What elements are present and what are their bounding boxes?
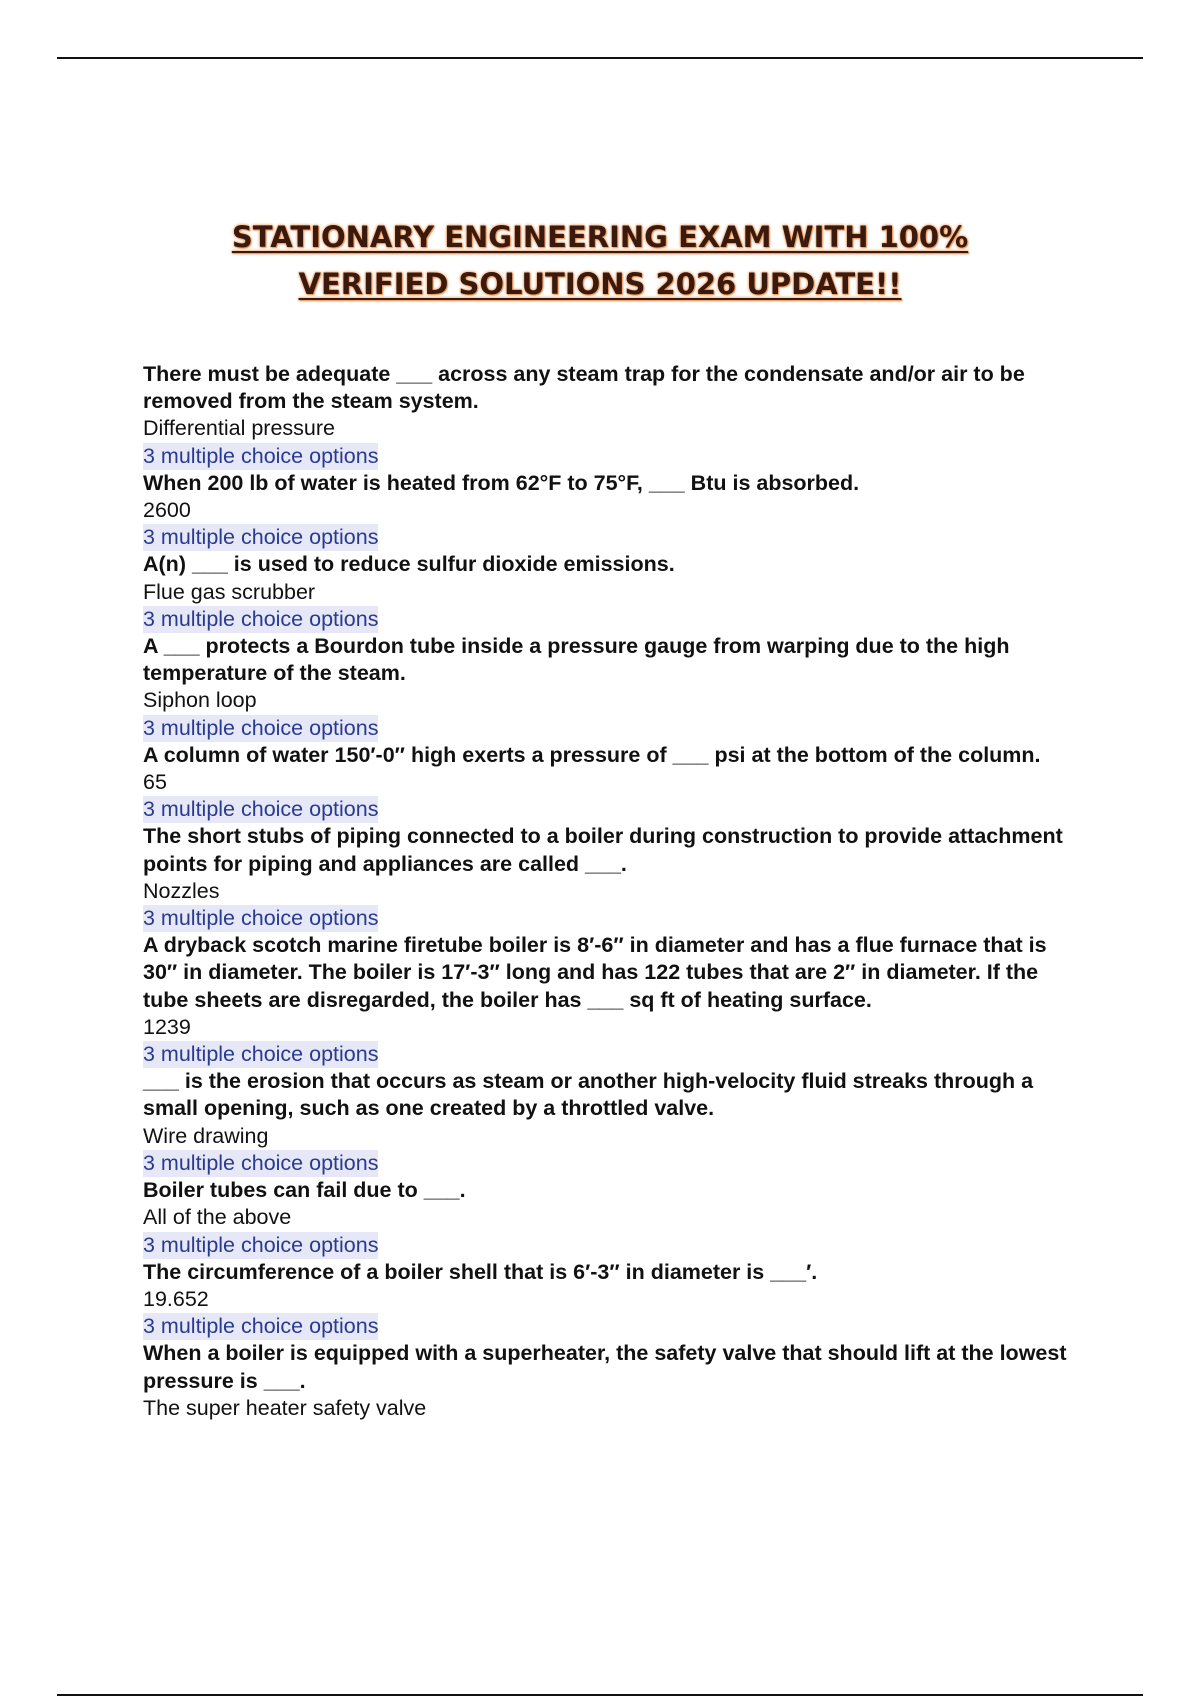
qa-item xyxy=(143,742,1073,824)
multiple-choice-options-link[interactable]: 3 multiple choice options xyxy=(143,796,378,823)
question-text: A ___ protects a Bourdon tube inside a pressure gauge from warping due to the high temperature of the steam. xyxy=(143,634,1010,686)
question-text: The circumference of a boiler shell that is 6′-3″ in diameter is ___′. xyxy=(143,1259,818,1284)
question-list xyxy=(143,361,1073,1422)
document-title xyxy=(100,214,1100,308)
question-text: A(n) ___ is used to reduce sulfur dioxide emissions. xyxy=(143,552,675,577)
answer-text: The super heater safety valve xyxy=(143,1395,427,1420)
multiple-choice-options-link[interactable]: 3 multiple choice options xyxy=(143,715,378,742)
qa-item xyxy=(143,633,1073,742)
multiple-choice-options-link[interactable]: 3 multiple choice options xyxy=(143,1232,378,1259)
answer-text: Nozzles xyxy=(143,878,220,903)
answer-text: Siphon loop xyxy=(143,688,257,713)
qa-item xyxy=(143,470,1073,552)
answer-text: 65 xyxy=(143,770,167,795)
qa-item xyxy=(143,823,1073,932)
multiple-choice-options-link[interactable]: 3 multiple choice options xyxy=(143,524,378,551)
multiple-choice-options-link[interactable]: 3 multiple choice options xyxy=(143,1150,378,1177)
question-text: There must be adequate ___ across any steam trap for the condensate and/or air to be removed from the steam system. xyxy=(143,362,1025,414)
question-text: A dryback scotch marine firetube boiler is 8′-6″ in diameter and has a flue furnace that is 30″ in diameter. The boiler is 17′-3″ long and has 122 tubes that are 2″ in diameter. If the tube sheets are disregarded, the boiler has ___ sq ft of heating surface. xyxy=(143,933,1047,1012)
multiple-choice-options-link[interactable]: 3 multiple choice options xyxy=(143,1041,378,1068)
question-text: When 200 lb of water is heated from 62°F to 75°F, ___ Btu is absorbed. xyxy=(143,470,860,495)
qa-item xyxy=(143,361,1073,470)
question-text: When a boiler is equipped with a superheater, the safety valve that should lift at the lowest pressure is ___. xyxy=(143,1341,1067,1393)
title-line-2: VERIFIED SOLUTIONS 2026 UPDATE!! xyxy=(298,267,902,301)
answer-text: 2600 xyxy=(143,498,191,523)
question-text: ___ is the erosion that occurs as steam or another high-velocity fluid streaks through a small opening, such as one created by a throttled valve. xyxy=(143,1069,1034,1121)
answer-text: Flue gas scrubber xyxy=(143,579,316,604)
multiple-choice-options-link[interactable]: 3 multiple choice options xyxy=(143,606,378,633)
answer-text: Wire drawing xyxy=(143,1123,269,1148)
answer-text: All of the above xyxy=(143,1205,292,1230)
bottom-rule xyxy=(57,1694,1143,1696)
answer-text: 1239 xyxy=(143,1014,191,1039)
multiple-choice-options-link[interactable]: 3 multiple choice options xyxy=(143,443,378,470)
multiple-choice-options-link[interactable]: 3 multiple choice options xyxy=(143,905,378,932)
qa-item xyxy=(143,1177,1073,1259)
multiple-choice-options-link[interactable]: 3 multiple choice options xyxy=(143,1313,378,1340)
qa-item xyxy=(143,1340,1073,1422)
title-line-1: STATIONARY ENGINEERING EXAM WITH 100% xyxy=(231,220,969,254)
qa-item xyxy=(143,1068,1073,1177)
qa-item xyxy=(143,551,1073,633)
qa-item xyxy=(143,932,1073,1068)
answer-text: 19.652 xyxy=(143,1286,209,1311)
question-text: Boiler tubes can fail due to ___. xyxy=(143,1178,466,1203)
answer-text: Differential pressure xyxy=(143,416,335,441)
question-text: A column of water 150′-0″ high exerts a pressure of ___ psi at the bottom of the column. xyxy=(143,742,1041,767)
qa-item xyxy=(143,1259,1073,1341)
question-text: The short stubs of piping connected to a boiler during construction to provide attachment points for piping and appliances are called ___. xyxy=(143,824,1063,876)
top-rule xyxy=(57,57,1143,59)
